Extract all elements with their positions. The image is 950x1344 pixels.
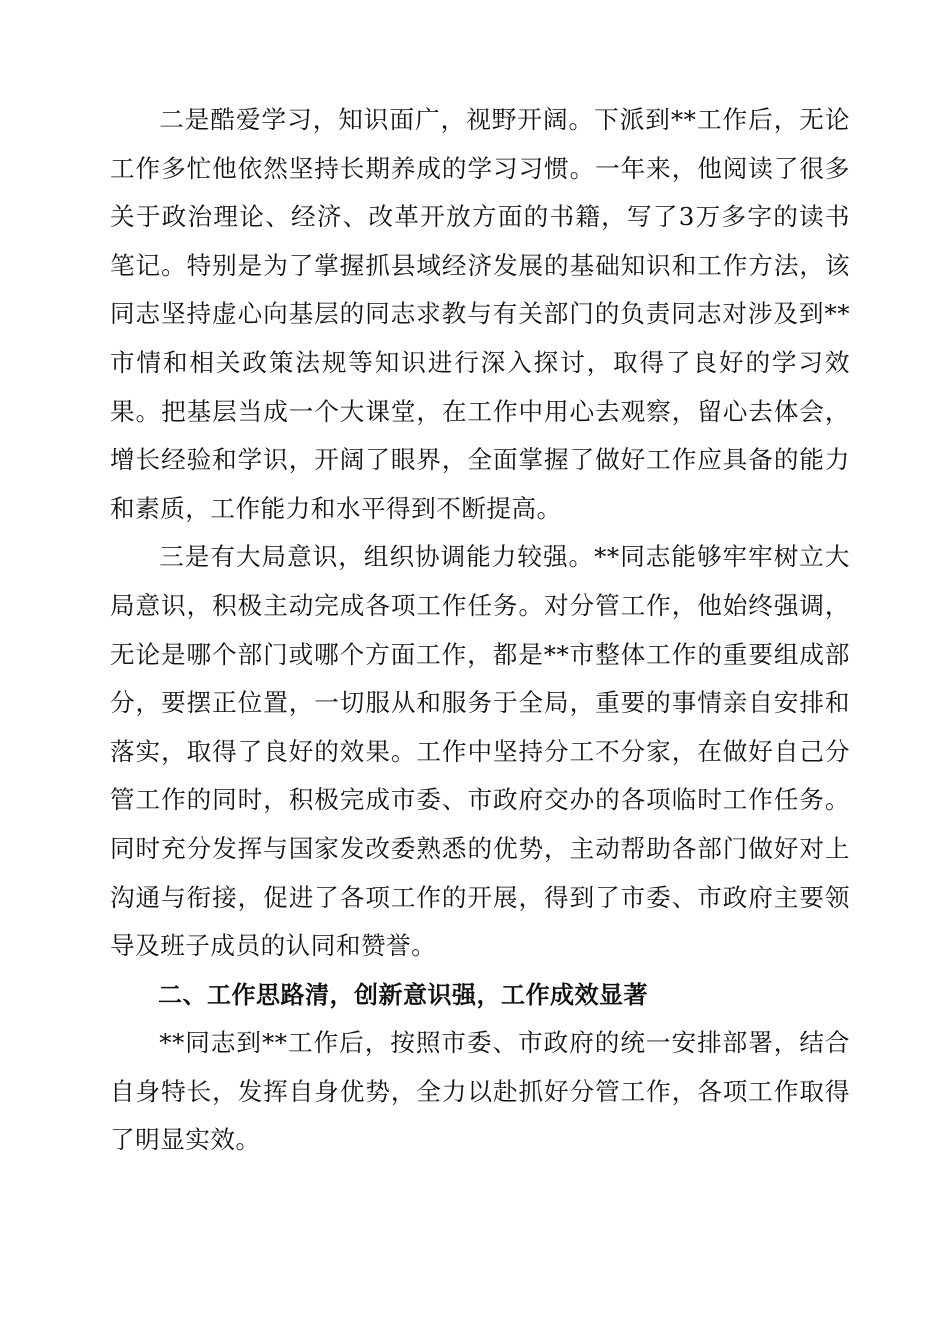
paragraph-overall-awareness: 三是有大局意识，组织协调能力较强。**同志能够牢牢树立大局意识，积极主动完成各项工作任务。对分管工作，他始终强调，无论是哪个部门或哪个方面工作，都是**市整体工作的重要组成部分，要摆正位置，一切服从和服务于全局，重要的事情亲自安排和落实，取得了良好的效果。工作中坚持分工不分家，在做好自己分管工作的同时，积极完成市委、市政府交办的各项临时工作任务。同时充分发挥与国家发改委熟悉的优势，主动帮助各部门做好对上沟通与衔接，促进了各项工作的开展，得到了市委、市政府主要领导及班子成员的认同和赞誉。	[110, 542, 850, 961]
section-heading: 二、工作思路清，创新意识强，工作成效显著	[158, 980, 648, 1009]
paragraph-closing: **同志到**工作后，按照市委、市政府的统一安排部署，结合自身特长，发挥自身优势，全力以赴抓好分管工作，各项工作取得了明显实效。	[110, 1028, 850, 1155]
document-page	[110, 96, 850, 1165]
paragraph-study: 二是酷爱学习，知识面广，视野开阔。下派到**工作后，无论工作多忙他依然坚持长期养成的学习习惯。一年来，他阅读了很多关于政治理论、经济、改革开放方面的书籍，写了3万多字的读书笔记。特别是为了掌握抓县域经济发展的基础知识和工作方法，该同志坚持虚心向基层的同志求教与有关部门的负责同志对涉及到**市情和相关政策法规等知识进行深入探讨，取得了良好的学习效果。把基层当成一个大课堂，在工作中用心去观察，留心去体会，增长经验和学识，开阔了眼界，全面掌握了做好工作应具备的能力和素质，工作能力和水平得到不断提高。	[110, 105, 850, 523]
